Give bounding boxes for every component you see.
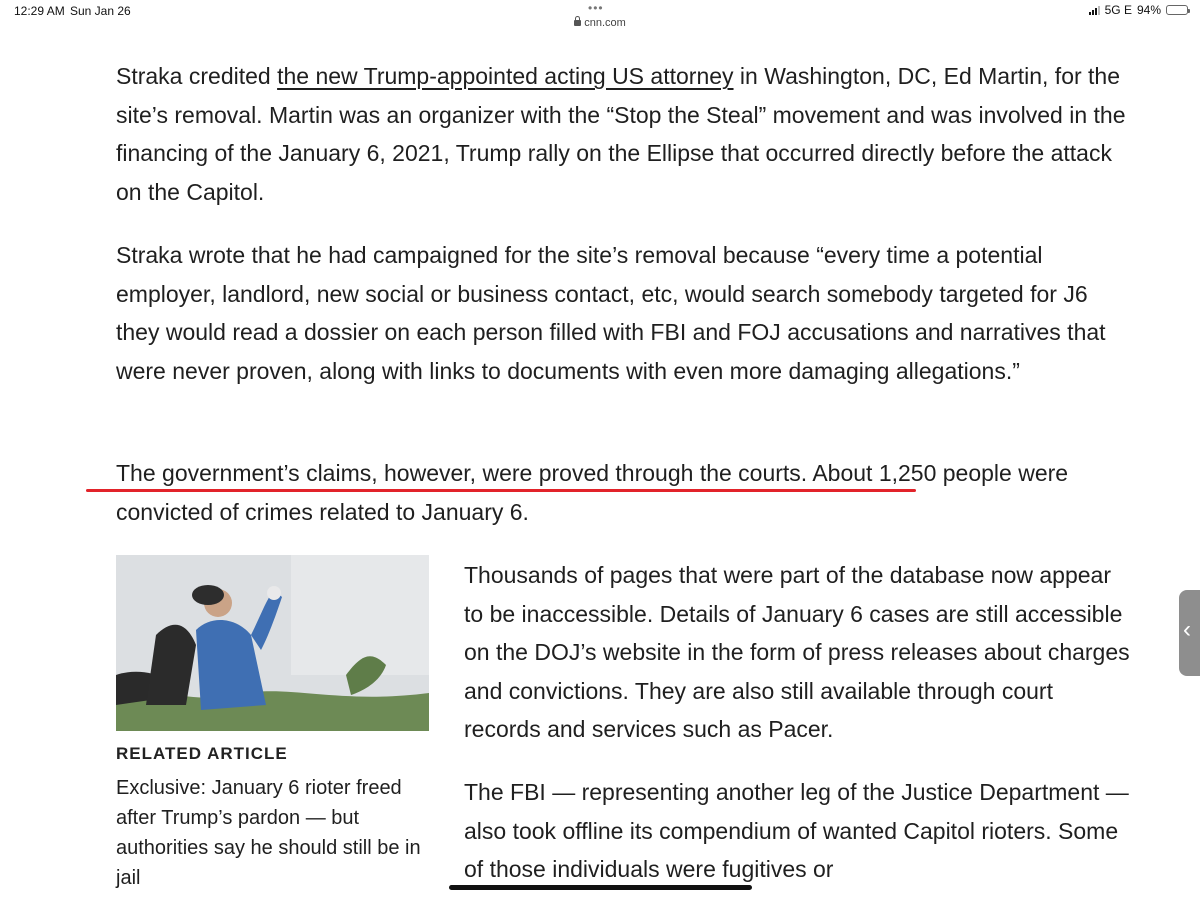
lock-icon	[574, 20, 581, 26]
url-text: cnn.com	[584, 17, 626, 29]
article-paragraph-3: The government’s claims, however, were proved through the courts. About 1,250 people were convicted of crimes related to January 6.	[116, 460, 1069, 525]
p1-after: in Washington, DC, Ed Martin, for the site’s removal. Martin was an organizer with the “Stop the Steal” movement and was involved in the financing of the January 6, 2021, Trump rally on the Ellipse that occurred directly before the attack on the Capitol.	[116, 63, 1126, 205]
p1-before: Straka credited	[116, 63, 278, 89]
side-panel-tab[interactable]	[1179, 590, 1200, 676]
related-article-label: RELATED ARTICLE	[116, 744, 288, 763]
battery-percent: 94%	[1136, 3, 1161, 17]
battery-icon	[1166, 5, 1188, 15]
more-dots-icon[interactable]: •••	[588, 1, 604, 15]
related-article-title[interactable]: Exclusive: January 6 rioter freed after Trump’s pardon — but authorities say he should still be in jail	[116, 777, 421, 889]
chevron-left-icon: ‹	[1183, 616, 1191, 643]
network-type: 5G E	[1104, 3, 1132, 17]
article-paragraph-4: Thousands of pages that were part of the database now appear to be inaccessible. Details of January 6 cases are still accessible on the DOJ’s website in the form of press releases about charges and convictions. They are also still available through court records and services such as Pacer.	[464, 562, 1130, 743]
acting-us-attorney-link[interactable]: the new Trump-appointed acting US attorney	[277, 63, 734, 89]
address-bar[interactable]	[0, 17, 1200, 29]
cellular-signal-icon	[1089, 5, 1100, 15]
status-date: Sun Jan 26	[70, 4, 131, 18]
article-paragraph-1	[116, 57, 1126, 211]
status-bar	[0, 0, 1200, 34]
article-paragraph-2: Straka wrote that he had campaigned for the site’s removal because “every time a potential employer, landlord, new social or business contact, etc, would search somebody targeted for J6 they would read a dossier on each person filled with FBI and FOJ accusations and narratives that were never proven, along with links to documents with even more damaging allegations.”	[116, 242, 1106, 384]
status-indicators	[1089, 3, 1188, 17]
black-annotation-underline	[449, 885, 752, 890]
red-annotation-underline	[86, 489, 916, 492]
article-paragraph-5: The FBI — representing another leg of the Justice Department — also took offline its compendium of wanted Capitol rioters. Some of those individuals were fugitives or	[464, 779, 1129, 883]
related-article-image[interactable]	[116, 555, 429, 731]
status-time: 12:29 AM	[14, 4, 65, 18]
